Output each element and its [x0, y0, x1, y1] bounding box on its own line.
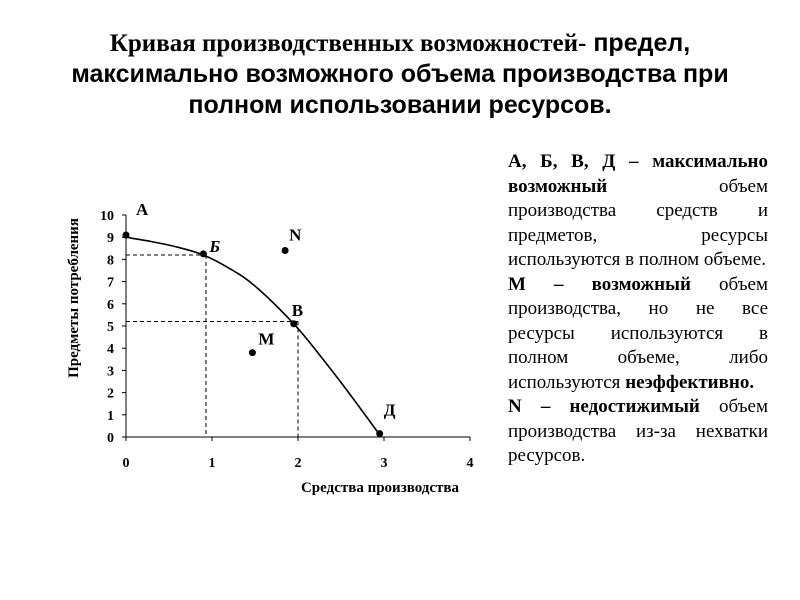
title-part-1: Кривая производственных возможностей- — [109, 30, 587, 57]
title-part-2: предел, максимально возможного объема производства при полном использовании ресурсов. — [71, 29, 729, 119]
point-Б — [200, 250, 207, 257]
x-tick-label: 4 — [466, 456, 474, 471]
y-tick-label: 0 — [107, 431, 114, 446]
x-ticks — [123, 437, 474, 471]
point-label: А — [136, 199, 149, 219]
desc-paragraph-3 — [508, 395, 768, 469]
point-label: N — [289, 225, 302, 245]
point-label: Б — [209, 236, 221, 256]
point-label: Д — [383, 400, 396, 420]
x-tick-label: 0 — [122, 456, 130, 471]
point-N — [282, 247, 289, 254]
y-tick-label: 7 — [107, 275, 114, 291]
desc-p2-bold: М – возможный — [508, 273, 691, 295]
point-В — [290, 320, 297, 327]
desc-paragraph-2 — [508, 273, 768, 396]
x-axis-label: Средства производства — [300, 480, 460, 496]
desc-p1-text: объем производства средств и предметов, ресурсы используются в полном объеме. — [508, 175, 768, 270]
desc-p2-bold-end: неэффективно. — [625, 371, 755, 393]
y-tick-label: 8 — [107, 253, 114, 269]
y-tick-label: 5 — [107, 320, 114, 335]
x-tick-label: 1 — [208, 456, 216, 471]
desc-p2-text: объем производства, но не все ресурсы используются в полном объеме, либо используются — [508, 273, 769, 393]
desc-p1-bold: А, Б, В, Д – максимально возможный — [508, 151, 768, 197]
point-Д — [376, 430, 383, 437]
y-ticks — [100, 209, 126, 446]
desc-p3-text: объем производства из-за нехватки ресурсов. — [508, 396, 768, 466]
point-А — [123, 231, 130, 238]
y-tick-label: 1 — [107, 408, 114, 424]
point-label: В — [291, 300, 304, 320]
y-tick-label: 2 — [107, 386, 114, 402]
point-label: M — [258, 329, 275, 349]
y-axis-label: Предметы потребления — [66, 218, 82, 378]
y-tick-label: 9 — [107, 231, 114, 247]
description — [508, 150, 768, 469]
ppf-curve-line — [126, 237, 380, 435]
x-tick-label: 3 — [380, 456, 388, 471]
y-tick-label: 6 — [107, 297, 114, 313]
point-M — [249, 349, 256, 356]
y-tick-label: 10 — [100, 209, 114, 224]
desc-p3-bold: N – недостижимый — [508, 396, 700, 417]
desc-paragraph-1 — [508, 150, 768, 273]
x-tick-label: 2 — [294, 456, 302, 471]
y-tick-label: 4 — [107, 342, 114, 358]
y-tick-label: 3 — [107, 364, 114, 380]
